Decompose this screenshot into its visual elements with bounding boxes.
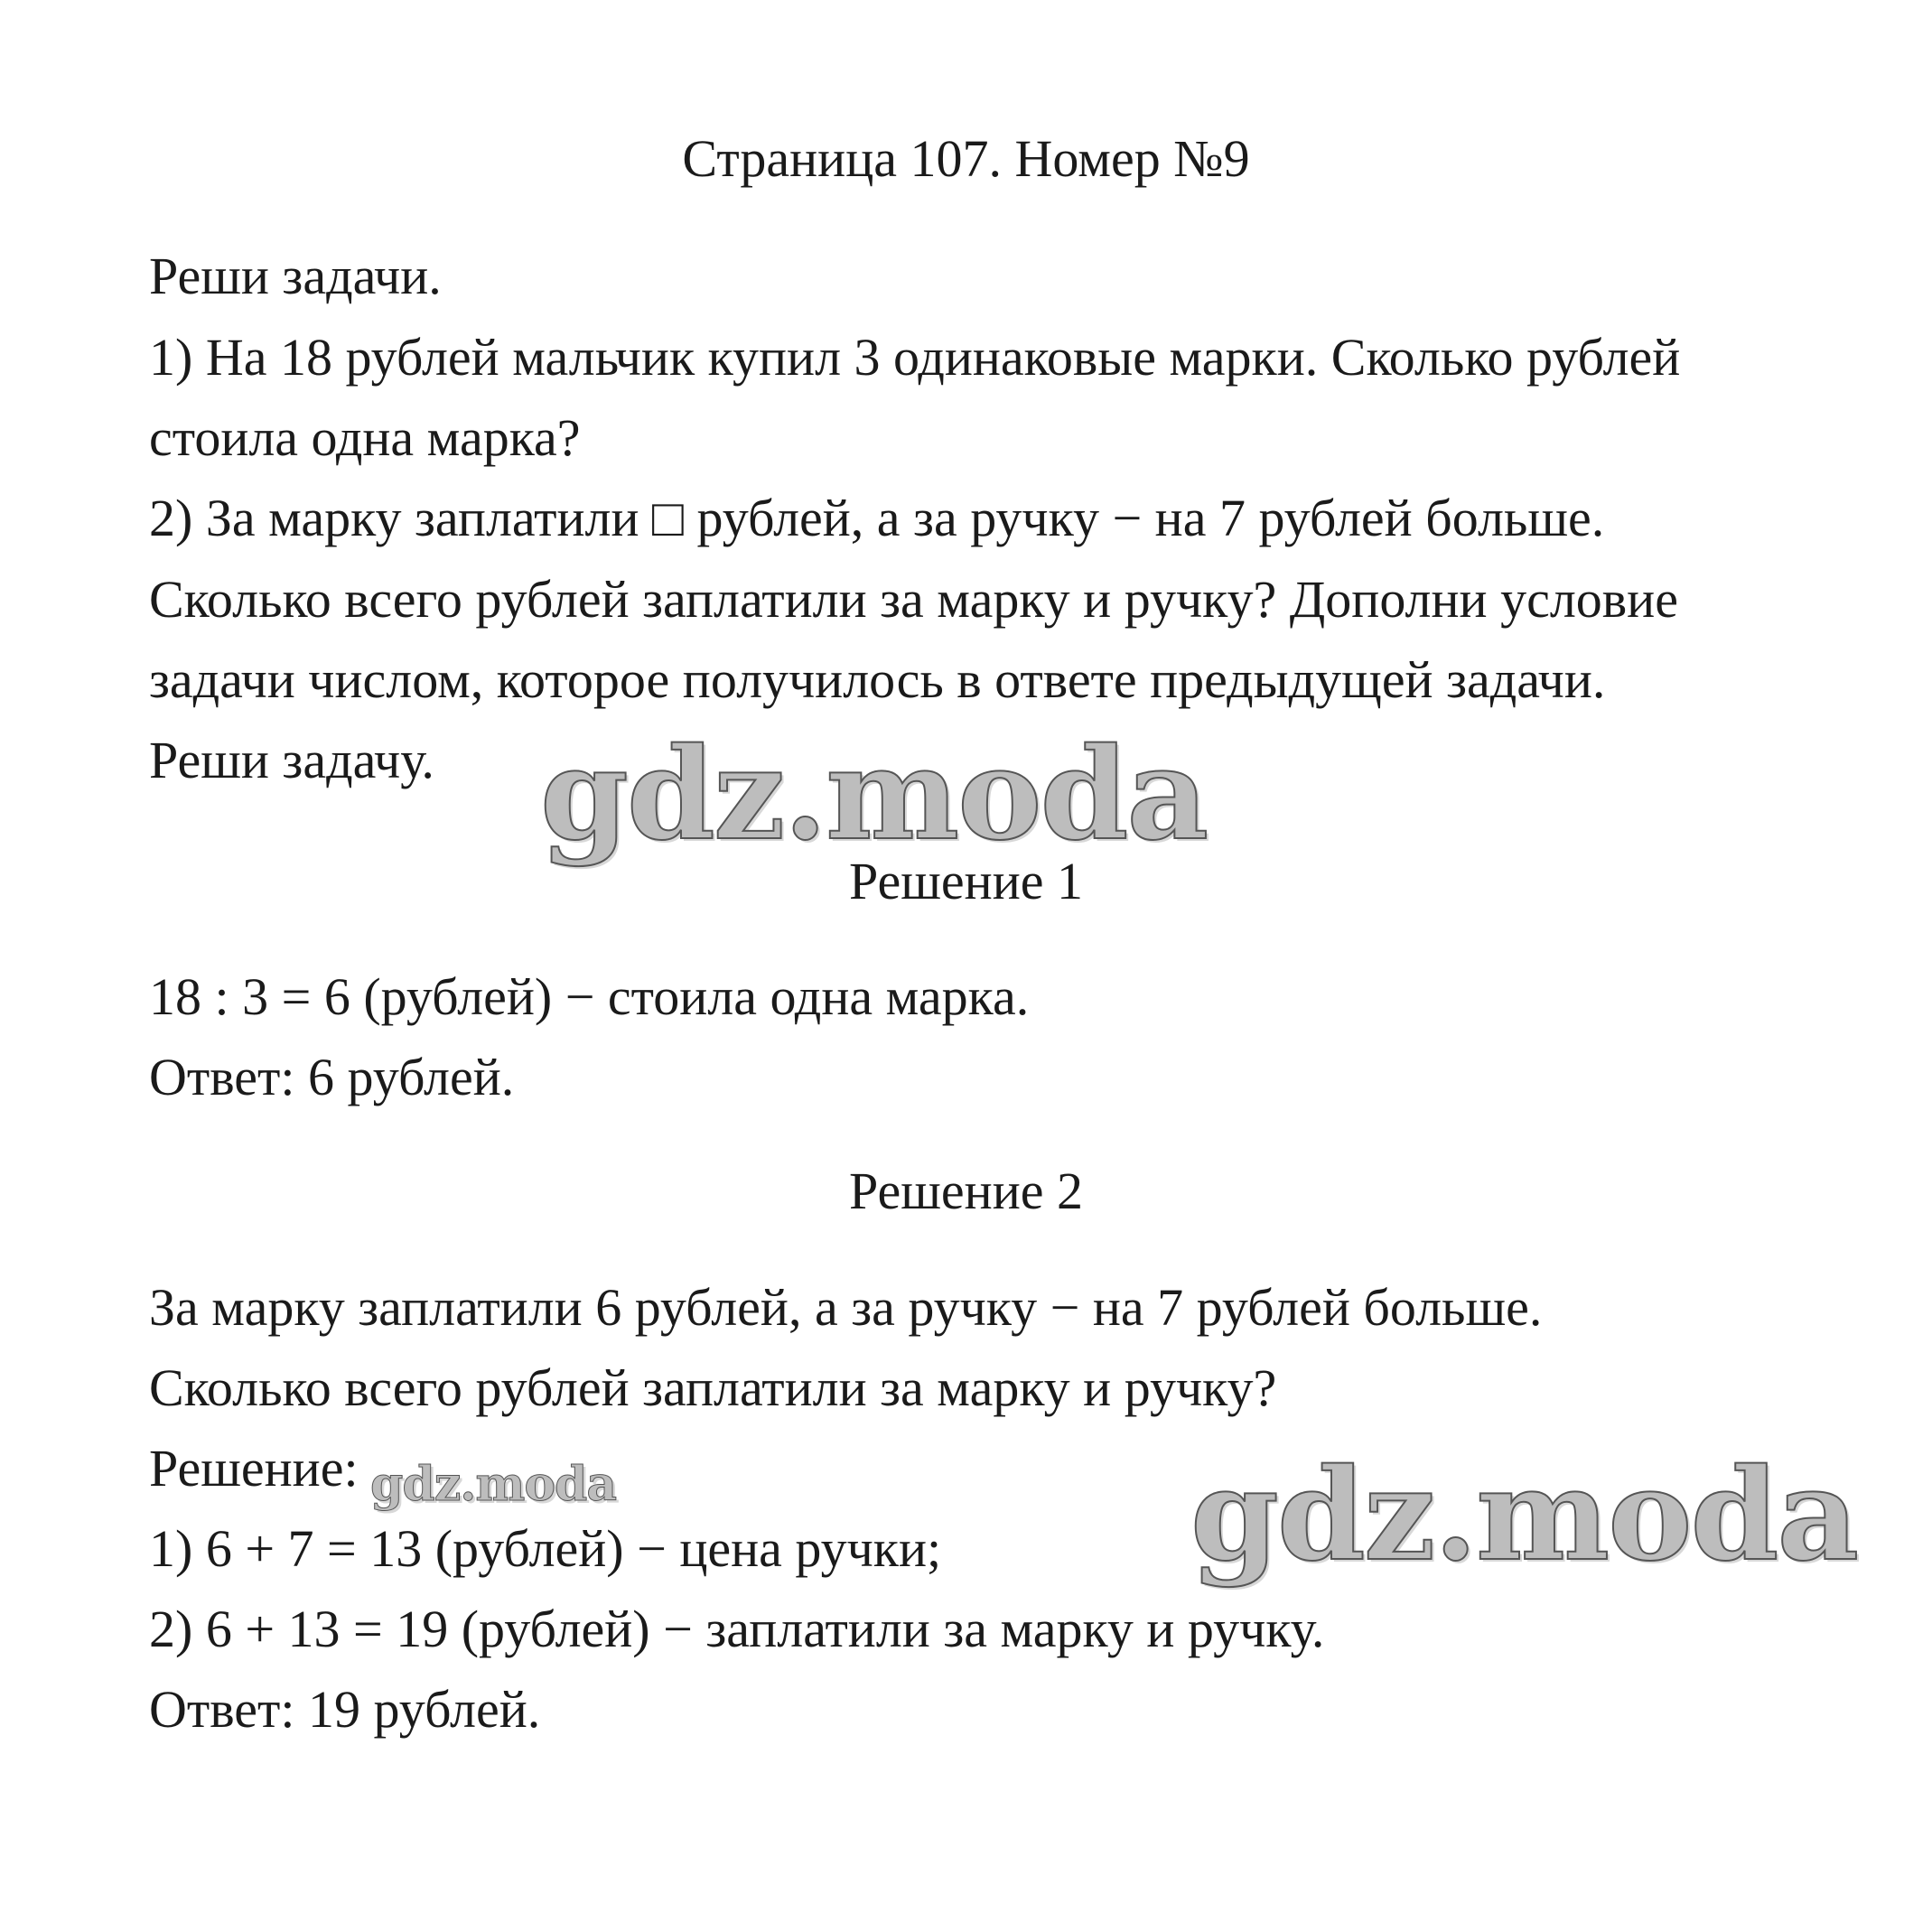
solution-2-line: За марку заплатили 6 рублей, а за ручку − на 7 рублей больше.: [149, 1278, 1543, 1337]
solution-2-label: Решение:: [149, 1439, 359, 1497]
task-line: стоила одна марка?: [149, 408, 581, 467]
task-line: Реши задачу.: [149, 731, 434, 789]
task-line: 1) На 18 рублей мальчик купил 3 одинаковые марки. Сколько рублей: [149, 328, 1681, 387]
solution-2-line: Сколько всего рублей заплатили за марку и ручку?: [149, 1358, 1277, 1417]
solution-2-heading: Решение 2: [849, 1162, 1083, 1220]
watermark-logo-small: gdz.moda: [370, 1457, 617, 1512]
solution-2-step: 1) 6 + 7 = 13 (рублей) − цена ручки;: [149, 1519, 942, 1578]
task-line: 2) За марку заплатили □ рублей, а за ручку − на 7 рублей больше.: [149, 489, 1605, 547]
task-line: Сколько всего рублей заплатили за марку и ручку? Дополни условие: [149, 570, 1678, 629]
watermark-logo: gdz.moda: [1190, 1442, 1858, 1590]
solution-1-heading: Решение 1: [849, 852, 1083, 910]
task-line: задачи числом, которое получилось в ответе предыдущей задачи.: [149, 650, 1606, 709]
solution-2-step: 2) 6 + 13 = 19 (рублей) − заплатили за марку и ручку.: [149, 1600, 1325, 1658]
solution-2-answer: Ответ: 19 рублей.: [149, 1680, 541, 1739]
solution-1-line: 18 : 3 = 6 (рублей) − стоила одна марка.: [149, 967, 1030, 1026]
watermark-logo: gdz.moda: [540, 721, 1208, 869]
solution-1-answer: Ответ: 6 рублей.: [149, 1048, 515, 1106]
page-title: Страница 107. Номер №9: [682, 129, 1250, 188]
task-line: Реши задачи.: [149, 247, 442, 305]
